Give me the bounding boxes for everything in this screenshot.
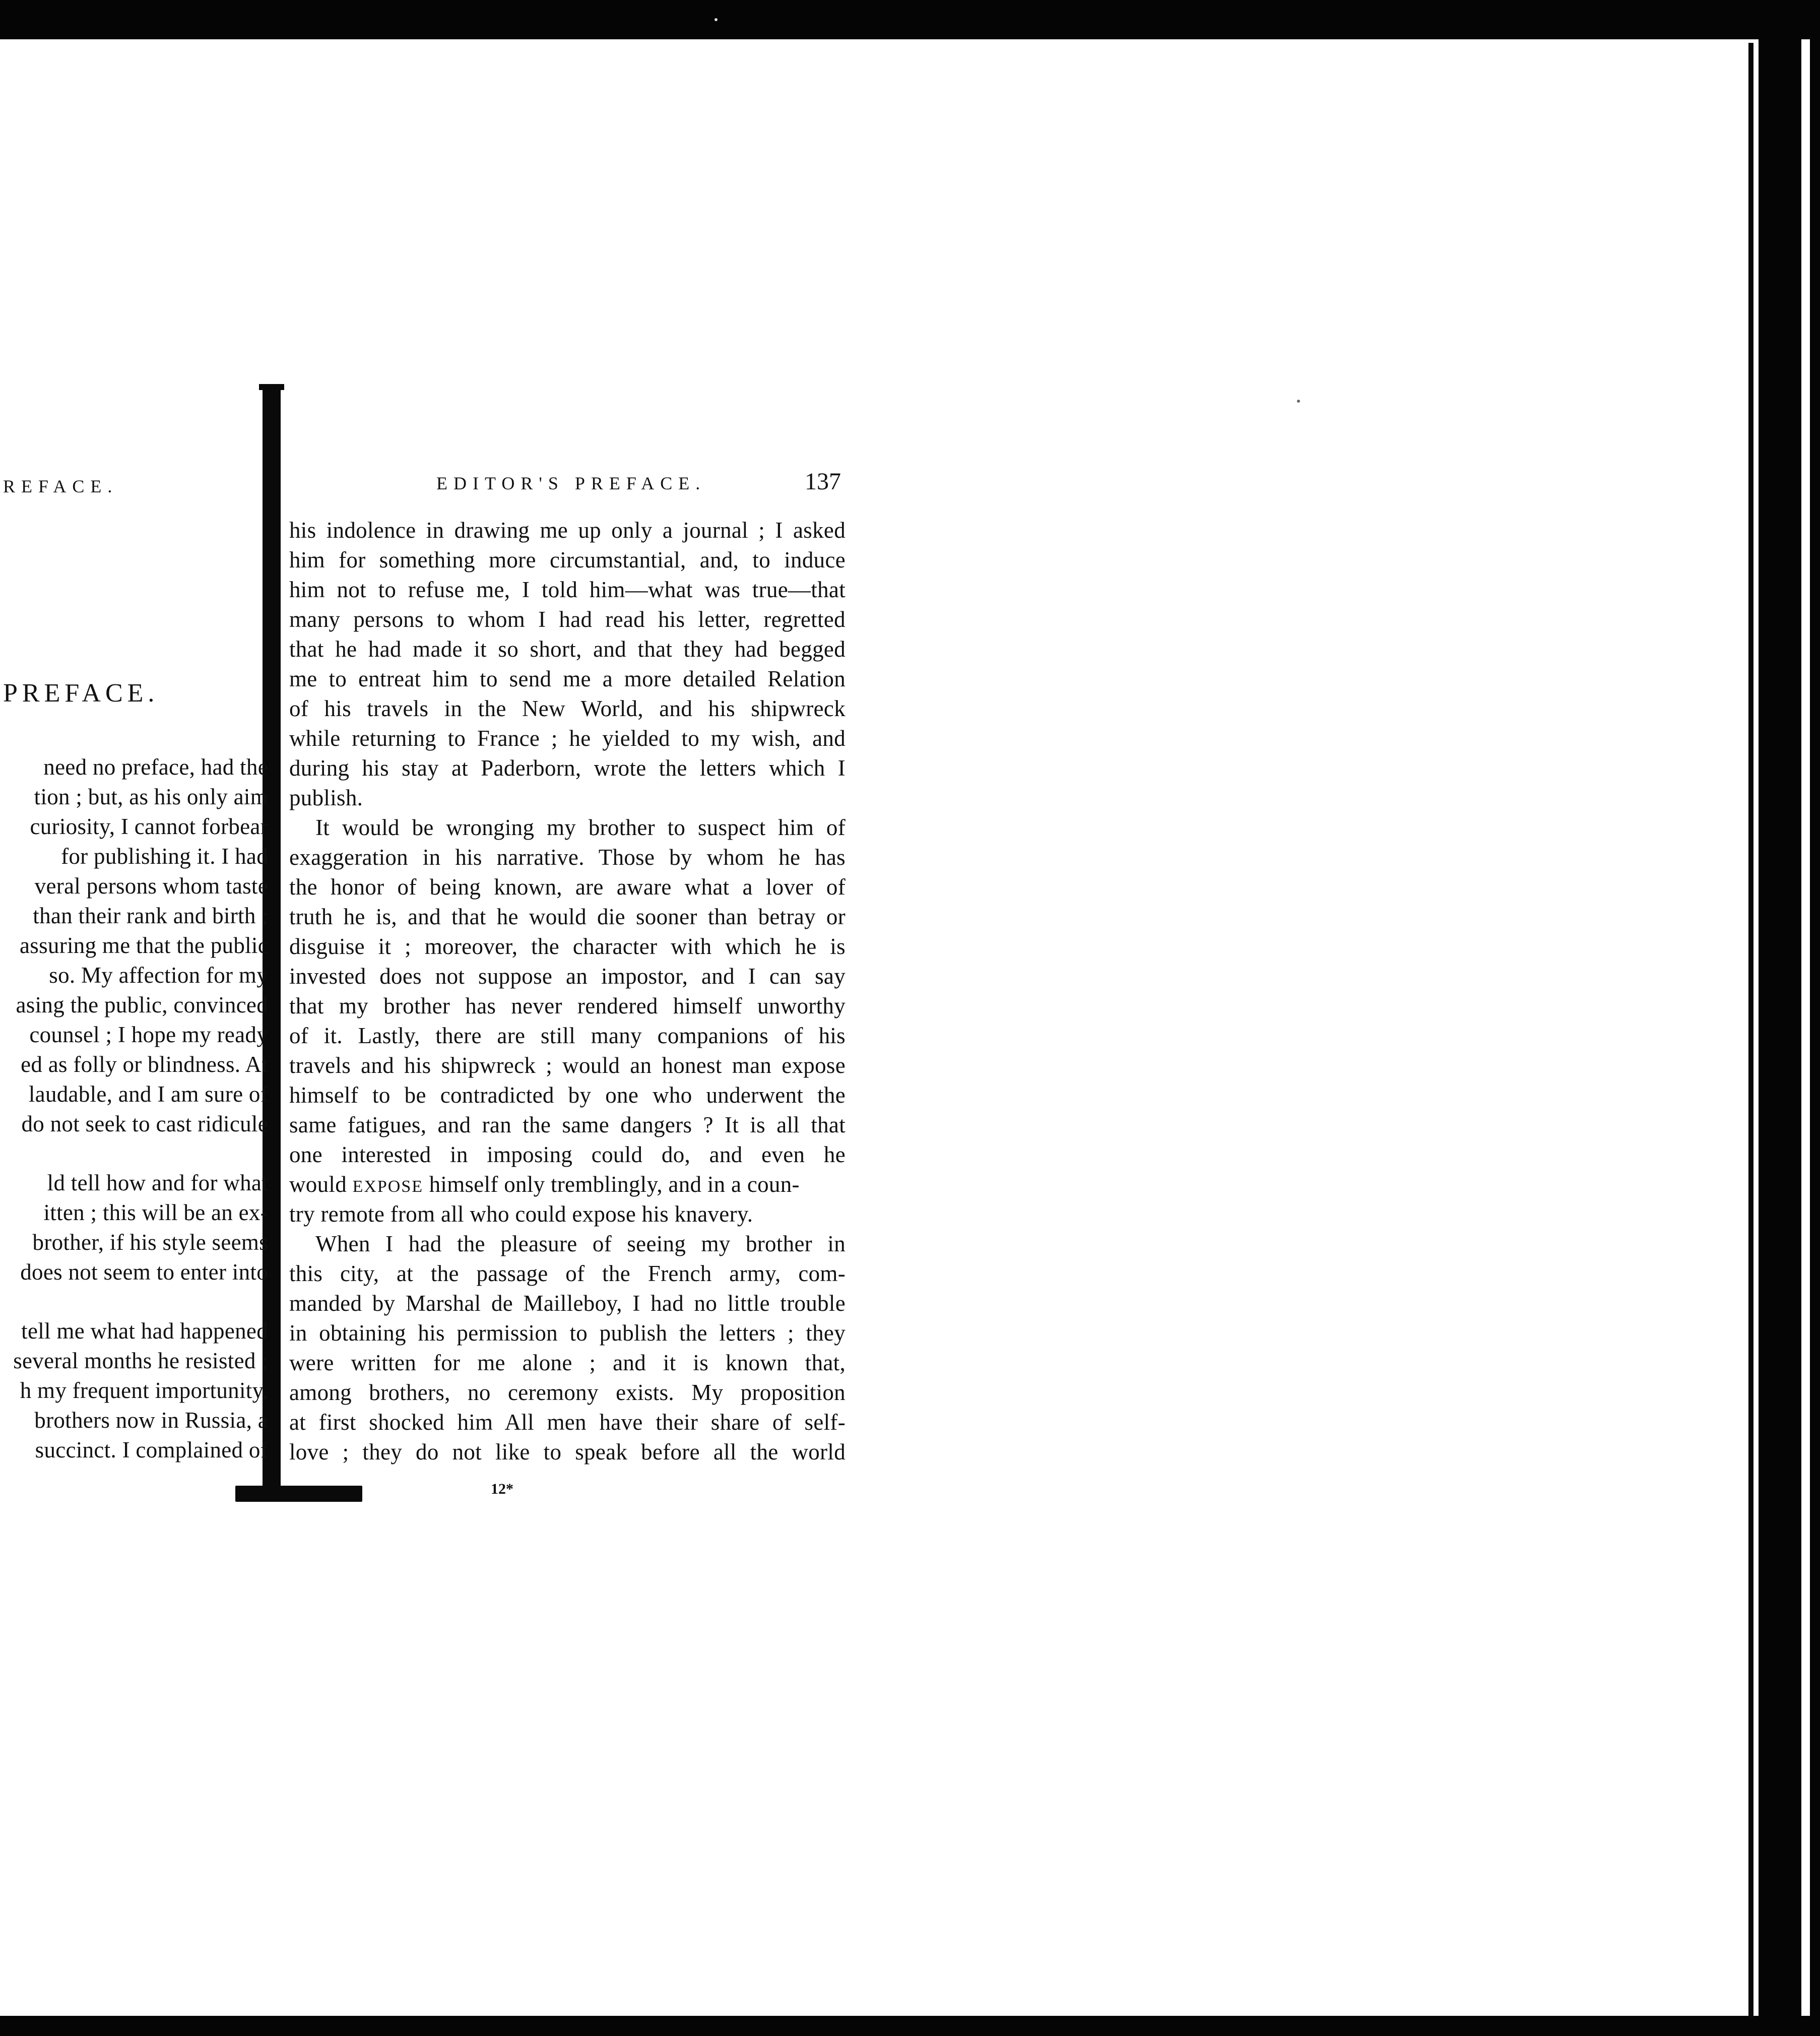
right-black-margin bbox=[1759, 0, 1801, 2036]
text-line: tell me what had happened bbox=[21, 1318, 268, 1344]
text-line: many persons to whom I had read his letter, regretted bbox=[289, 607, 846, 632]
text-line: travels and his shipwreck ; would an honest man expose bbox=[289, 1053, 846, 1078]
text-line: for publishing it. I had bbox=[61, 844, 268, 869]
text-line: among brothers, no ceremony exists. My proposition bbox=[289, 1380, 846, 1405]
text-line: in obtaining his permission to publish the letters ; they bbox=[289, 1320, 846, 1346]
text-line: this city, at the passage of the French army, com- bbox=[289, 1261, 846, 1286]
text-line: ed as folly or blindness. At bbox=[21, 1052, 268, 1077]
text-line: the honor of being known, are aware what a lover of bbox=[289, 874, 846, 900]
right-page-text bbox=[289, 519, 846, 1487]
text-fragment: would bbox=[289, 1172, 347, 1197]
text-line: during his stay at Paderborn, wrote the letters which I bbox=[289, 755, 846, 781]
right-black-edge bbox=[1810, 0, 1820, 2036]
text-line: It would be wronging my brother to suspect him of bbox=[315, 815, 846, 840]
text-line: several months he resisted ; bbox=[13, 1348, 268, 1373]
text-line: at first shocked him All men have their share of self- bbox=[289, 1410, 846, 1435]
text-line: succinct. I complained of bbox=[35, 1437, 268, 1462]
text-line-with-small-caps bbox=[289, 1173, 846, 1196]
text-line: try remote from all who could expose his knavery. bbox=[289, 1201, 753, 1227]
left-running-head: REFACE. bbox=[3, 476, 118, 496]
text-line: same fatigues, and ran the same dangers ? It is all that bbox=[289, 1112, 846, 1137]
text-line: When I had the pleasure of seeing my brother in bbox=[315, 1231, 846, 1256]
text-line: him for something more circumstantial, and, to induce bbox=[289, 547, 846, 572]
bottom-black-border bbox=[0, 2016, 1820, 2036]
page-edge-line bbox=[1748, 43, 1753, 2018]
text-line: love ; they do not like to speak before all the world bbox=[289, 1439, 846, 1465]
dust-speck bbox=[714, 18, 718, 21]
signature-mark: 12* bbox=[491, 1481, 513, 1497]
text-line: me to entreat him to send me a more detailed Relation bbox=[289, 666, 846, 691]
text-line: that he had made it so short, and that they had begged bbox=[289, 637, 846, 662]
right-running-head: EDITOR'S PREFACE. bbox=[436, 473, 706, 493]
text-line: were written for me alone ; and it is known that, bbox=[289, 1350, 846, 1375]
text-line: asing the public, convinced bbox=[16, 992, 268, 1017]
small-caps-word: EXPOSE bbox=[352, 1177, 424, 1196]
text-line: does not seem to enter into bbox=[20, 1259, 268, 1285]
dust-speck bbox=[1297, 400, 1300, 403]
top-black-border bbox=[0, 0, 1820, 39]
left-page-text bbox=[0, 756, 268, 1472]
text-line: counsel ; I hope my ready bbox=[29, 1022, 268, 1047]
text-line: invested does not suppose an impostor, and I can say bbox=[289, 964, 846, 989]
text-line: publish. bbox=[289, 785, 363, 810]
text-line: that my brother has never rendered himself unworthy bbox=[289, 993, 846, 1019]
text-line: itten ; this will be an ex- bbox=[43, 1200, 268, 1225]
text-line: of it. Lastly, there are still many companions of his bbox=[289, 1023, 846, 1048]
text-line: veral persons whom taste bbox=[34, 873, 268, 899]
gutter-rule-top-cap bbox=[259, 384, 284, 390]
page-number: 137 bbox=[805, 468, 841, 495]
text-line: exaggeration in his narrative. Those by whom he has bbox=[289, 845, 846, 870]
text-line: his indolence in drawing me up only a journal ; I asked bbox=[289, 518, 846, 543]
text-line: him not to refuse me, I told him—what was true—that bbox=[289, 577, 846, 602]
text-line: laudable, and I am sure of bbox=[28, 1081, 268, 1107]
text-line: himself to be contradicted by one who underwent the bbox=[289, 1083, 846, 1108]
text-line: curiosity, I cannot forbear bbox=[30, 814, 268, 839]
text-line: h my frequent importunity, bbox=[20, 1378, 268, 1403]
text-line: do not seek to cast ridicule bbox=[21, 1111, 268, 1136]
text-line: brother, if his style seems bbox=[32, 1230, 268, 1255]
text-line: so. My affection for my bbox=[49, 963, 268, 988]
text-line: ld tell how and for what bbox=[47, 1170, 268, 1195]
text-line: disguise it ; moreover, the character with which he is bbox=[289, 934, 846, 959]
text-line: than their rank and birth ; bbox=[33, 903, 268, 928]
text-line: brothers now in Russia, a bbox=[34, 1408, 268, 1433]
gutter-rule-foot bbox=[235, 1486, 362, 1502]
text-line: manded by Marshal de Mailleboy, I had no little trouble bbox=[289, 1291, 846, 1316]
text-line: need no preface, had the bbox=[43, 754, 268, 780]
text-fragment: himself only tremblingly, and in a coun- bbox=[429, 1172, 800, 1197]
left-section-heading: PREFACE. bbox=[3, 679, 159, 708]
text-line: while returning to France ; he yielded to my wish, and bbox=[289, 726, 846, 751]
text-line: one interested in imposing could do, and even he bbox=[289, 1142, 846, 1167]
text-line: truth he is, and that he would die sooner than betray or bbox=[289, 904, 846, 929]
text-line: assuring me that the public bbox=[20, 933, 268, 958]
text-line: tion ; but, as his only aim bbox=[34, 784, 268, 809]
text-line: of his travels in the New World, and his shipwreck bbox=[289, 696, 846, 721]
